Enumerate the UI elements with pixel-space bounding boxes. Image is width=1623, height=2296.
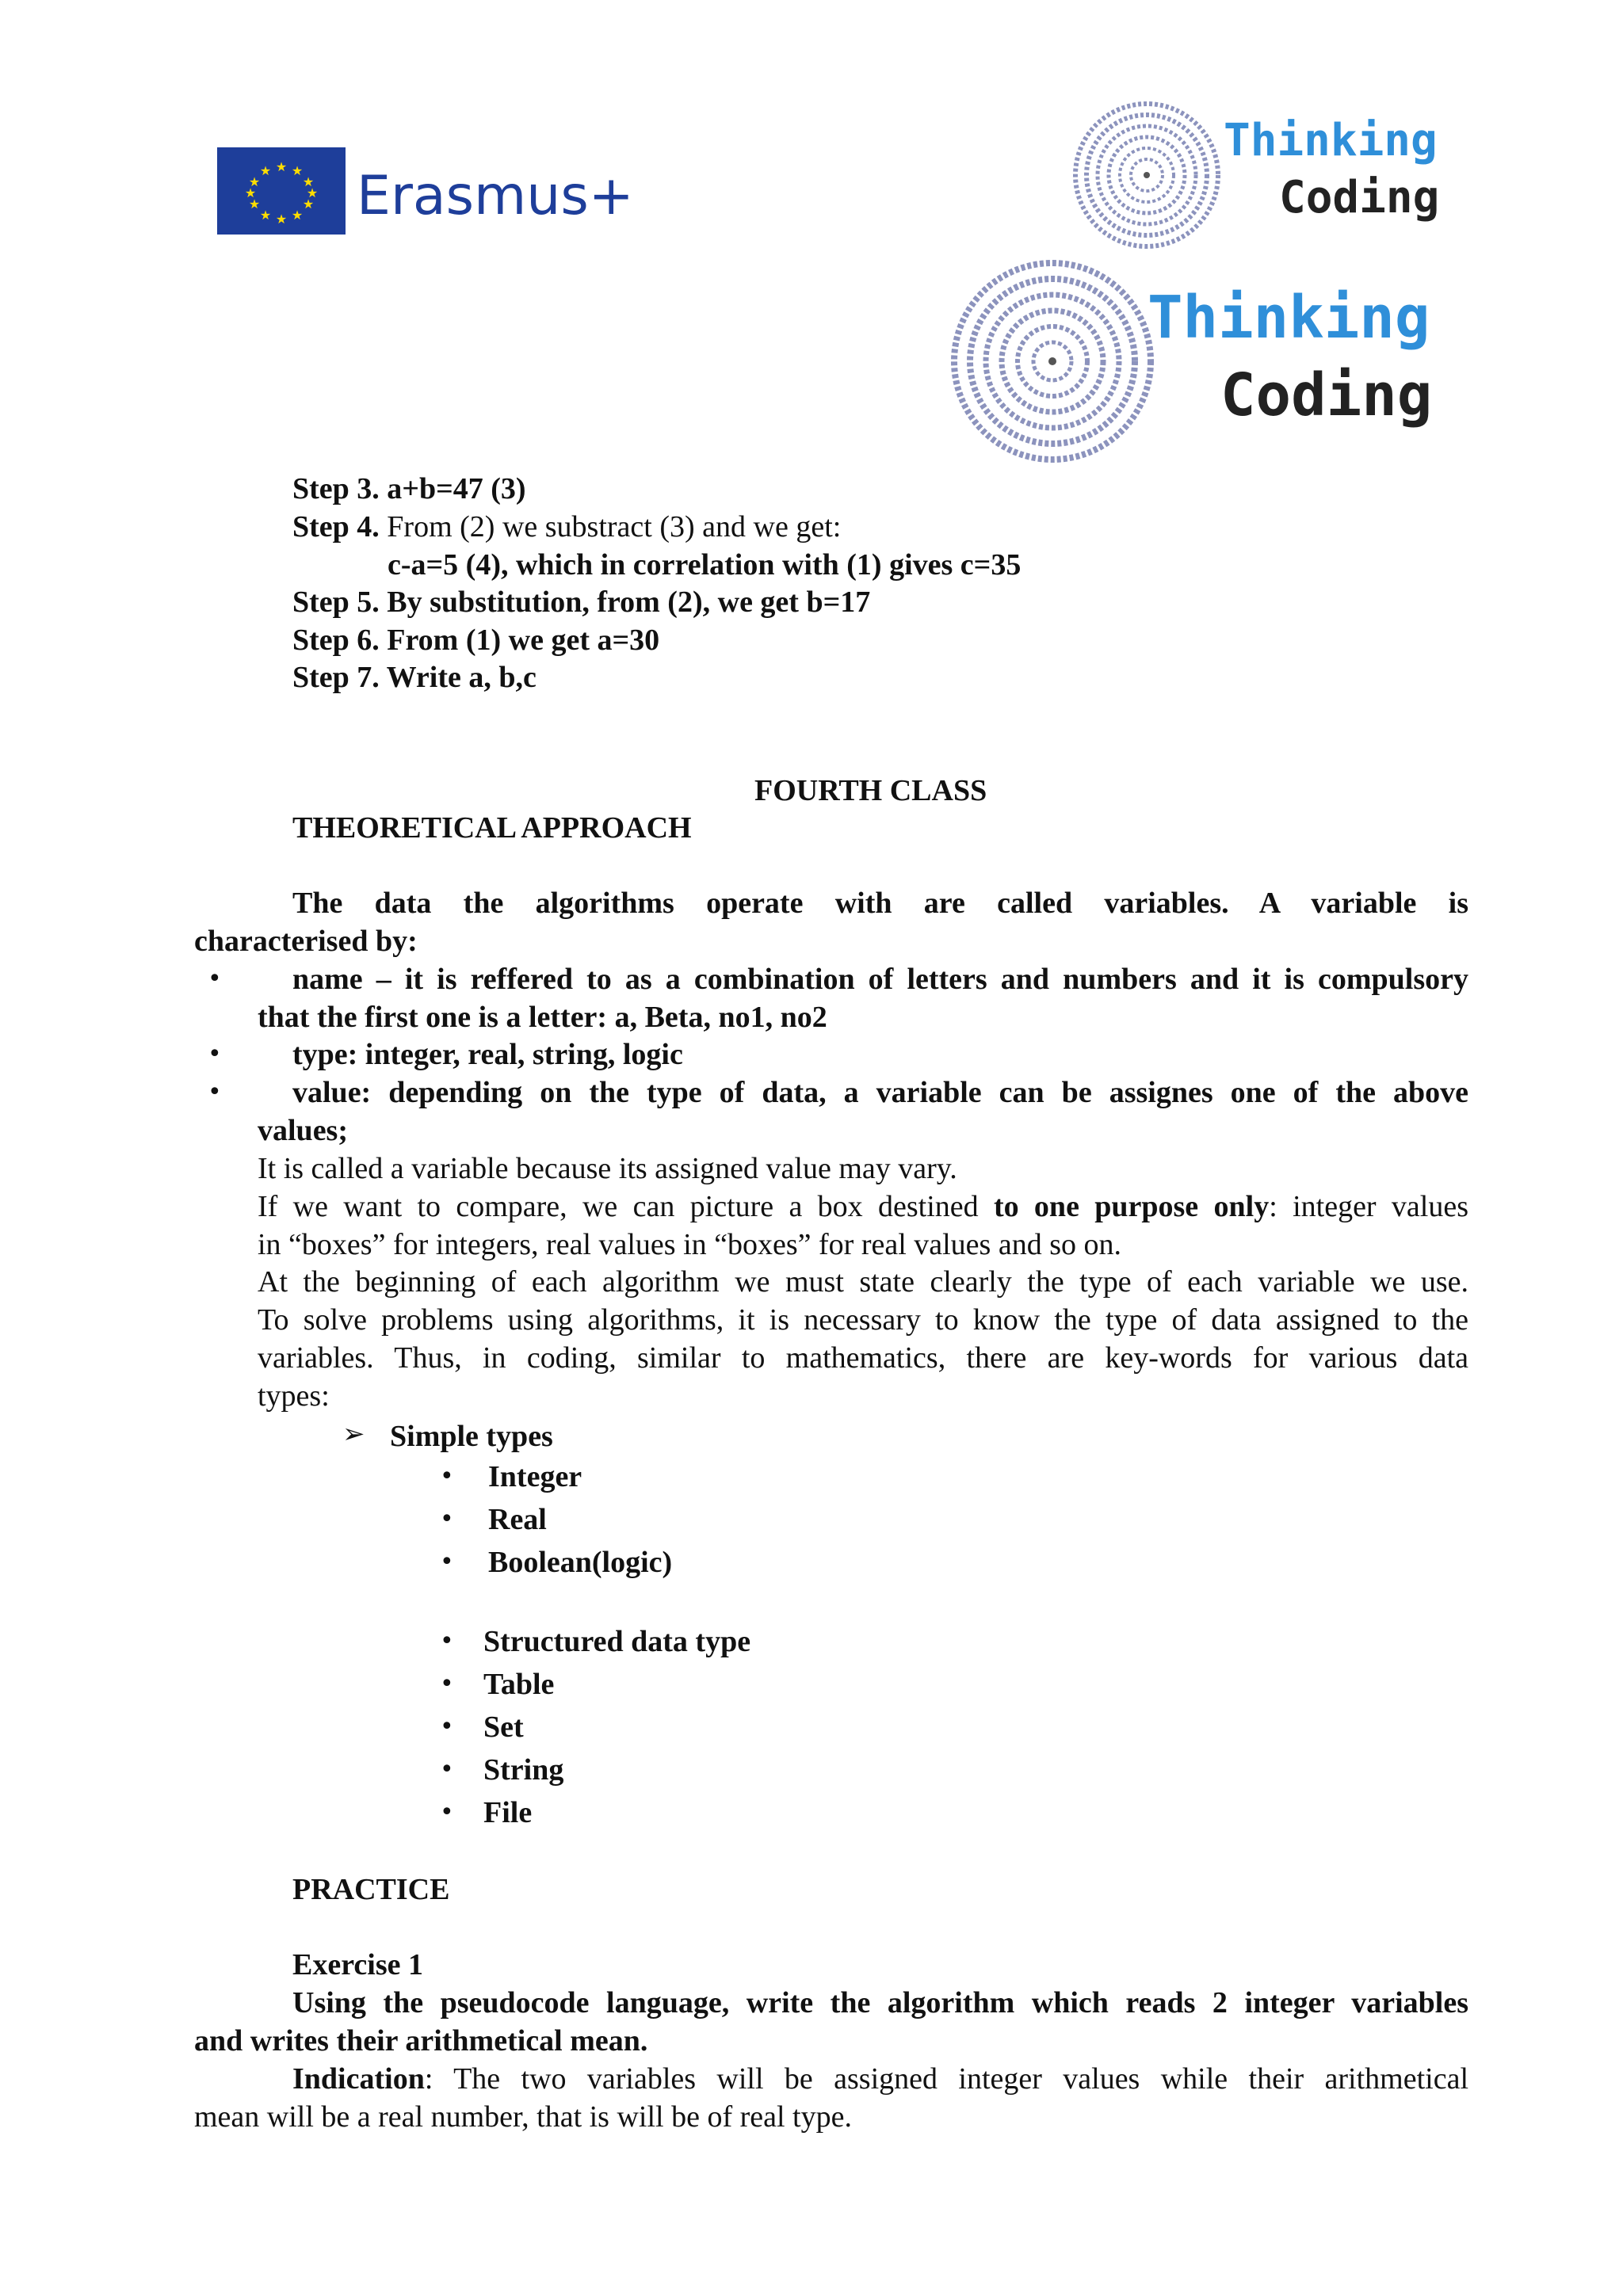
bullet-icon: •: [208, 1078, 222, 1106]
bullet-icon: •: [440, 1548, 454, 1576]
eu-flag-icon: [217, 147, 346, 235]
exercise-line-1: Using the pseudocode language, write the algorithm which reads 2 integer variables: [292, 1986, 1468, 2019]
step-label: Step 4.: [292, 510, 380, 543]
logo-thinking-text: Thinking: [1148, 284, 1430, 352]
bullet-icon: •: [440, 1713, 454, 1741]
bullet-value-line-2: values;: [258, 1114, 348, 1147]
thinking-coding-wordmark: [1222, 116, 1460, 242]
svg-text:★: ★: [248, 196, 261, 212]
section-title: FOURTH CLASS: [754, 774, 987, 807]
bullet-type-label: type: [292, 1038, 348, 1071]
emphasis-text: to one purpose only: [993, 1190, 1270, 1223]
svg-text:★: ★: [302, 196, 315, 212]
svg-text:★: ★: [248, 174, 261, 189]
bullet-type: [292, 1035, 683, 1074]
logo-coding-text: Coding: [1279, 172, 1440, 223]
svg-text:★: ★: [244, 185, 257, 200]
svg-text:★: ★: [259, 208, 272, 223]
paragraph-types-line-3: variables. Thus, in coding, similar to mathematics, there are key-words for various data: [258, 1341, 1468, 1375]
list-item: File: [483, 1796, 533, 1829]
paragraph-box-line-2: in “boxes” for integers, real values in “boxes” for real values and so on.: [258, 1228, 1121, 1261]
step-6: Step 6. From (1) we get a=30: [292, 624, 660, 657]
logo-coding-text: Coding: [1220, 361, 1433, 429]
indication-line-2: mean will be a real number, that is will be of real type.: [194, 2100, 852, 2134]
svg-text:★: ★: [275, 159, 288, 174]
step-label: Step 3.: [292, 472, 380, 505]
list-item: Real: [488, 1503, 547, 1536]
bullet-icon: •: [440, 1670, 454, 1698]
bullet-icon: •: [440, 1627, 454, 1655]
bullet-type-text: : integer, real, string, logic: [347, 1038, 683, 1071]
exercise-title: Exercise 1: [292, 1948, 423, 1981]
simple-types-heading: Simple types: [390, 1420, 553, 1453]
step-7: Step 7. Write a, b,c: [292, 661, 537, 694]
thinking-coding-logo-top: [1071, 100, 1452, 258]
bullet-icon: •: [440, 1463, 454, 1490]
list-item: Integer: [488, 1460, 582, 1493]
section-subtitle: THEORETICAL APPROACH: [292, 811, 692, 845]
bullet-name-line-2: that the first one is a letter: a, Beta, no1, no2: [258, 1001, 827, 1034]
paragraph-types-line-1: At the beginning of each algorithm we must state clearly the type of each variable we use.: [258, 1265, 1468, 1299]
bullet-icon: •: [208, 965, 222, 993]
paragraph-variable: It is called a variable because its assigned value may vary.: [258, 1152, 957, 1185]
paragraph-box-line-1: If we want to compare, we can picture a box destined to one purpose only: integer values: [258, 1190, 1468, 1223]
paragraph-types-line-4: types:: [258, 1379, 330, 1413]
svg-text:★: ★: [291, 163, 304, 178]
binary-spiral-icon: [1071, 100, 1222, 250]
step-text: a+b=47 (3): [379, 472, 526, 505]
svg-text:★: ★: [306, 185, 319, 200]
bullet-value-line-1: value: depending on the type of data, a variable can be assignes one of the above: [292, 1076, 1468, 1109]
practice-heading: PRACTICE: [292, 1873, 450, 1906]
list-item: Set: [483, 1711, 524, 1744]
exercise-line-2: and writes their arithmetical mean.: [194, 2024, 648, 2058]
bullet-icon: •: [440, 1756, 454, 1783]
bullet-icon: •: [208, 1040, 222, 1068]
step-5: Step 5. By substitution, from (2), we get b=17: [292, 585, 871, 619]
paragraph-types-line-2: To solve problems using algorithms, it is necessary to know the type of data assigned to the: [258, 1303, 1468, 1337]
erasmus-wordmark: Erasmus+: [357, 165, 634, 227]
arrow-bullet-icon: ➢: [342, 1418, 365, 1450]
logo-thinking-text: Thinking: [1224, 116, 1438, 166]
step-text: From (2) we substract (3) and we get:: [379, 510, 842, 543]
binary-spiral-icon: [949, 258, 1165, 464]
intro-line-1: The data the algorithms operate with are called variables. A variable is: [292, 887, 1468, 920]
svg-text:★: ★: [291, 208, 304, 223]
step-4-continuation: c-a=5 (4), which in correlation with (1) gives c=35: [388, 548, 1022, 582]
list-item: Boolean(logic): [488, 1546, 673, 1579]
intro-line-2: characterised by:: [194, 925, 418, 958]
svg-text:★: ★: [259, 163, 272, 178]
indication-line-1: Indication: The two variables will be assigned integer values while their arithmetical: [292, 2062, 1468, 2096]
svg-text:★: ★: [275, 212, 288, 227]
step-4: [292, 508, 841, 546]
thinking-coding-logo-bottom: [949, 258, 1457, 472]
list-item: Structured data type: [483, 1625, 751, 1658]
list-item: Table: [483, 1668, 555, 1701]
indication-label: Indication: [292, 2062, 425, 2096]
list-item: String: [483, 1753, 564, 1787]
thinking-coding-wordmark: [1148, 282, 1465, 456]
bullet-name-line-1: name – it is reffered to as a combination of letters and numbers and it is compulsory: [292, 963, 1468, 996]
bullet-icon: •: [440, 1798, 454, 1826]
step-3: [292, 470, 526, 508]
svg-text:★: ★: [302, 174, 315, 189]
bullet-icon: •: [440, 1505, 454, 1533]
erasmus-plus-logo: [217, 147, 661, 236]
